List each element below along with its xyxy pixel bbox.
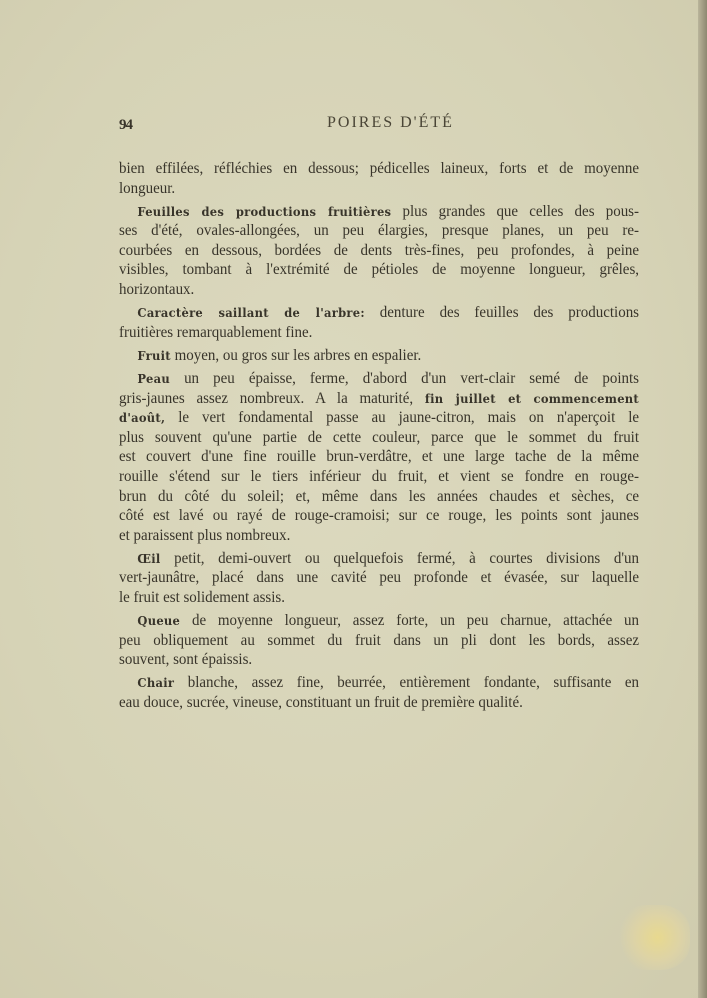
text-line — [119, 610, 639, 630]
text-line — [119, 407, 639, 427]
text-line — [119, 672, 639, 692]
text-line — [119, 388, 639, 408]
paper-stain — [618, 905, 690, 970]
text-run: fruitières remarquablement fine. — [119, 321, 313, 341]
text-run: ses d'été, ovales-allongées, un peu élargies, presque planes, un peu re- — [119, 220, 640, 240]
text-line — [119, 427, 639, 447]
running-head: POIRES D'ÉTÉ — [327, 114, 454, 131]
bold-term: Fruit — [137, 347, 171, 363]
page-number: 94 — [119, 117, 132, 133]
text-run: le vert fondamental passe au jaune-citron, mais on n'aperçoit le — [165, 407, 640, 427]
text-run: moyen, ou gros sur les arbres en espalier. — [170, 344, 422, 364]
text-line — [119, 279, 639, 299]
page-edge — [698, 0, 707, 998]
text-line — [119, 178, 639, 198]
text-line — [119, 220, 639, 240]
text-run: petit, demi-ouvert ou quelquefois fermé, à courtes divisions d'un — [160, 547, 640, 567]
text-run: blanche, assez fine, beurrée, entièrement fondante, suffisante en — [174, 672, 640, 692]
text-run: est couvert d'une fine rouille brun-verdâtre, et une large tache de la même — [119, 446, 640, 466]
text-run: de moyenne longueur, assez forte, un peu charnue, attachée un — [180, 610, 640, 630]
text-run: souvent, sont épaissis. — [119, 649, 253, 669]
text-line — [119, 345, 639, 365]
text-line — [119, 630, 639, 650]
text-line — [119, 302, 639, 322]
text-run: plus grandes que celles des pous- — [391, 200, 640, 220]
text-run: plus souvent qu'une partie de cette couleur, parce que le sommet du fruit — [119, 426, 640, 446]
text-run: courbées en dessous, bordées de dents très-fines, peu profondes, à peine — [119, 239, 640, 259]
paragraph — [119, 345, 639, 365]
text-run: et paraissent plus nombreux. — [119, 524, 291, 544]
text-line — [119, 201, 639, 221]
text-line — [119, 322, 639, 342]
text-line — [119, 259, 639, 279]
text-run: longueur. — [119, 177, 176, 197]
text-run: brun du côté du soleil; et, même dans les années chaudes et sèches, ce — [119, 485, 640, 505]
text-line — [119, 240, 639, 260]
text-line — [119, 548, 639, 568]
text-line — [119, 525, 639, 545]
text-line — [119, 446, 639, 466]
text-run: gris-jaunes assez nombreux. A la maturité, — [119, 387, 425, 407]
bold-term: Caractère saillant de l'arbre: — [137, 305, 365, 321]
text-line — [119, 486, 639, 506]
body-text — [119, 158, 639, 715]
paragraph — [119, 548, 639, 607]
text-line — [119, 567, 639, 587]
text-line — [119, 466, 639, 486]
text-run: le fruit est solidement assis. — [119, 586, 285, 606]
paragraph — [119, 672, 639, 711]
bold-term: Chair — [137, 675, 175, 691]
text-line — [119, 505, 639, 525]
text-run: visibles, tombant à l'extrémité de pétioles de moyenne longueur, grêles, — [119, 259, 640, 279]
text-run: horizontaux. — [119, 279, 195, 299]
paragraph — [119, 610, 639, 669]
bold-term: Feuilles des productions fruitières — [137, 203, 392, 219]
bold-term: Peau — [137, 370, 170, 386]
text-run: eau douce, sucrée, vineuse, constituant un fruit de première qualité. — [119, 691, 523, 711]
bold-term: Queue — [137, 613, 181, 629]
text-run: rouille s'étend sur le tiers inférieur du fruit, et vient se fondre en rouge- — [119, 465, 640, 485]
text-line — [119, 692, 639, 712]
text-line — [119, 158, 639, 178]
text-run: bien effilées, réfléchies en dessous; pédicelles laineux, forts et de moyenne — [119, 158, 640, 177]
text-line — [119, 649, 639, 669]
paragraph — [119, 201, 639, 299]
text-run: vert-jaunâtre, placé dans une cavité peu profonde et évasée, sur laquelle — [119, 567, 640, 587]
bold-term: Œil — [137, 550, 161, 566]
paragraph — [119, 158, 639, 197]
text-run: côté est lavé ou rayé de rouge-cramoisi; sur ce rouge, les points sont jaunes — [119, 505, 640, 525]
text-run: peu obliquement au sommet du fruit dans un pli dont les bords, assez — [119, 629, 640, 649]
paragraph — [119, 302, 639, 341]
paragraph — [119, 368, 639, 544]
bold-term: d'août, — [119, 410, 166, 426]
bold-term: fin juillet et commencement — [424, 390, 640, 406]
text-run: denture des feuilles des productions — [364, 302, 640, 322]
text-line — [119, 368, 639, 388]
text-run: un peu épaisse, ferme, d'abord d'un vert-clair semé de points — [169, 367, 640, 387]
text-line — [119, 587, 639, 607]
